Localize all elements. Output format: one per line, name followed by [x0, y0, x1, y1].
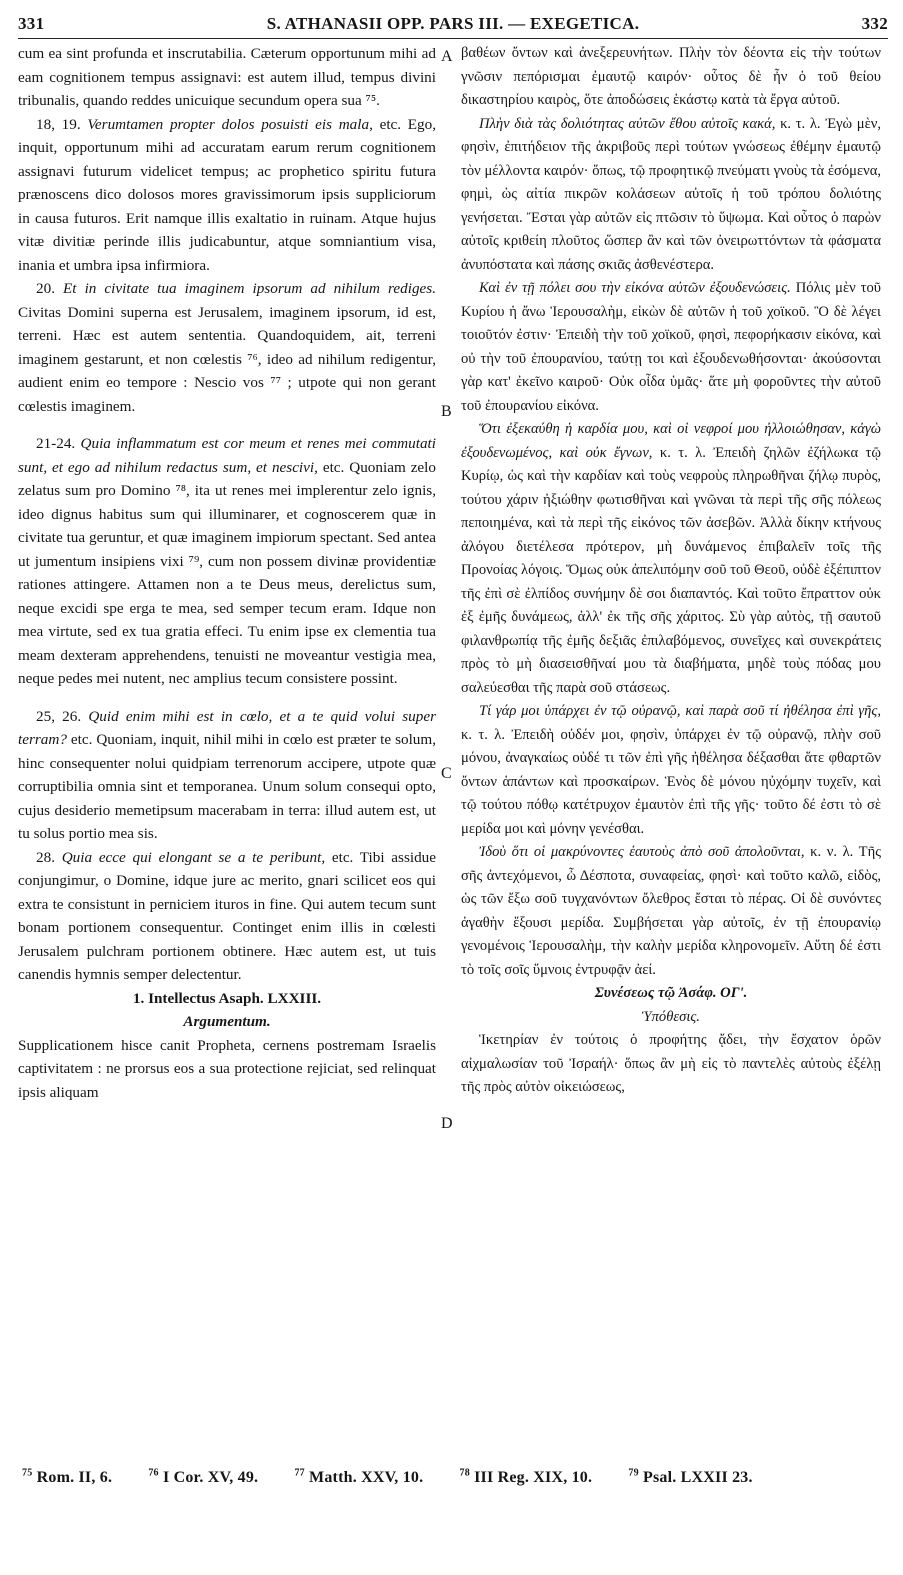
footnote-text: I Cor. XV, 49. — [162, 1469, 259, 1487]
argument-heading: Ὑπόθεσις. — [642, 1008, 700, 1025]
latin-paragraph — [18, 846, 436, 987]
verse-lemma: Verumtamen propter dolos posuisti eis mala, — [87, 115, 373, 133]
latin-paragraph: cum ea sint profunda et inscrutabilia. Cæterum opportunum mihi ad eam cognitionem tempus assignavi: est autem illud, tempus divini tribunalis, quando reddes unicuique secundum opera sua ⁷⁵. — [18, 45, 436, 109]
footnote-text: III Reg. XIX, 10. — [474, 1469, 593, 1487]
greek-paragraph — [461, 418, 881, 700]
greek-paragraph — [461, 700, 881, 841]
psalm-heading: 1. Intellectus Asaph. LXXIII. — [132, 989, 322, 1007]
verse-lemma: Ἰδοὺ ὅτι οἱ μακρύνοντες ἑαυτοὺς ἀπὸ σοῦ ἀπολοῦνται, — [479, 844, 805, 860]
footnote — [294, 1469, 439, 1486]
verse-number: 21-24. — [36, 435, 76, 452]
psalm-heading: Συνέσεως τῷ Ἀσάφ. ΟΓ'. — [594, 985, 748, 1001]
page-number-left: 331 — [18, 14, 45, 33]
verse-lemma: Et in civitate tua imaginem ipsorum ad nihilum rediges. — [63, 280, 437, 297]
latin-paragraph — [18, 432, 436, 691]
latin-column — [18, 42, 436, 1104]
verse-lemma: Καὶ ἐν τῇ πόλει σου τὴν εἰκόνα αὐτῶν ἐξουδενώσεις. — [479, 280, 791, 296]
column-marker-d: D — [441, 1115, 453, 1132]
footnote-number: 76 — [148, 1468, 159, 1479]
greek-paragraph — [461, 113, 881, 278]
footnote-number: 75 — [22, 1468, 33, 1479]
commentary-text: κ. τ. λ. Ἐπειδὴ ζηλῶν ἐζήλωκα τῷ Κυρίῳ, ὡς καὶ τὴν καρδίαν καὶ τοὺς νεφροὺς πληρωθῆναι ζήλῳ πυρὸς, τούτου χάριν ἠξιώθην φωτισθῆναι καὶ γνῶναι τὰ περὶ τῆς σῆς πόλεως πεποιημένα, καὶ τὰ περὶ τῆς εἰκόνος τῶν ἀσεβῶν. Ἀλλὰ δίκην κτήνους ἀλόγου διετέλεσα πρότερον, μὴ δυνάμενος ἐπιβαλεῖν τοῖς τῆς Προνοίας λόγοις. Ὅμως οὐκ ἀπελιπόμην σοῦ τοῦ Θεοῦ, οὐδὲ ἐξέπιπτον τῆς ἐπὶ σὲ ἐλπίδος συνήμην δὲ σοι διαπαντός. Καὶ τοῦτο ἔπραττον οὐκ ἐξ ἐμῆς δυνάμεως, ἀλλ' ἐκ τῆς σῆς χάριτος. Σὺ γὰρ αὐτὸς, τῇ σαυτοῦ φιλανθρωπίᾳ τῆς ἐμῆς δεξιᾶς ἐπιλαβόμενος, συνεῖχες καὶ συνεκράτεις πρὸς τὸ μὴ διασεισθῆναί μου τὰ διαβήματα, μηδὲ τοὺς πόδας μου σαλεύεσθαι τῆς παρὰ σοῦ στάσεως. — [461, 444, 881, 696]
latin-paragraph — [18, 705, 436, 846]
greek-paragraph: Ἱκετηρίαν ἐν τούτοις ὁ προφήτης ᾄδει, τὴν ἔσχατον ὁρῶν αἰχμαλωσίαν τοῦ Ἰσραήλ· ὅπως ἂν μὴ εἰς τὸ παντελὲς αὐτοὺς ἐξέλῃ τῆς πρὸς αὐτὸν οἰκειώσεως, — [461, 1032, 881, 1095]
verse-number: 28. — [36, 848, 55, 866]
commentary-text: κ. τ. λ. Ἐπειδὴ οὐδέν μοι, φησὶν, ὑπάρχει ἐν τῷ οὐρανῷ, πλὴν σοῦ μόνου, ἀναγκαίως οὐδέ τι τῶν ἐπὶ γῆς ἠθέλησα δέξασθαι ἅτε φθαρτῶν ὄντων ἁπάντων καὶ προσκαίρων. Ἑνὸς δὲ μόνου ηὐχόμην τυχεῖν, καὶ τῷ τούτου πόθῳ κατέτρυχον ἐμαυτὸν ἐπὶ τῆς γῆς· τοῦτο δέ ἐστι τὸ σὲ μερίδα μοι καὶ μόνην γενέσθαι. — [461, 726, 881, 837]
footnote-text: Matth. XXV, 10. — [309, 1469, 424, 1487]
commentary-text: etc. Quoniam zelo zelatus sum pro Domino ⁷⁸, ita ut renes mei implerentur zelo ignis, ideo dignus habitus sum qui illuminarer, et cognoscerem quæ in civitate tua geruntur, et quæ imaginem impiorum spectant. Sed antea ut jumentum insipiens vixi ⁷⁹, cum non possem divinæ providentiæ rationes attingere. Attamen non a te Deus meus, derelictus sum, neque excidi spe erga te mea, sed semper tecum eram. Idque non mea virtute, sed ex tua gratia effeci. Tu enim ipse ex clementia tua meam dexteram apprehendens, tenuisti ne moveantur vestigia mea, neque pedes mei nutent, nec amplius tecum consistere possint. — [18, 458, 436, 687]
footnote-number: 77 — [294, 1468, 305, 1479]
footnote — [22, 1469, 128, 1486]
latin-paragraph — [18, 113, 436, 278]
greek-paragraph — [461, 277, 881, 418]
commentary-text: etc. Ego, inquit, opportunum mihi ad accuratam earum rerum cognitionem assignavi futurum videlicet tempus; ac prophetico spiritu futura prænoscens dico dolosos mores gravissimorum ipsis suppliciorum in causa futuros. Erit namque illis exaltatio in ruinam. Atque hujus vitæ divitiæ perinde illis judicabuntur, atque somniantium visa, inania et umbra ipsa infirmiora. — [18, 115, 437, 274]
verse-lemma: Quid enim mihi est in cœlo, et a te quid volui super terram? — [18, 707, 437, 748]
running-header — [18, 14, 888, 39]
column-marker-a: A — [441, 48, 453, 65]
verse-lemma: Quia ecce qui elongant se a te peribunt, — [61, 848, 326, 866]
argument-heading: Argumentum. — [183, 1013, 271, 1030]
greek-paragraph: βαθέων ὄντων καὶ ἀνεξερευνήτων. Πλὴν τὸν δέοντα εἰς τὴν τούτων γνῶσιν πεπόρισμαι ἐμαυτῷ καιρόν· οὗτος δὲ ἦν ὁ τοῦ θείου δικαστηρίου καιρὸς, ὅτε ἀποδώσεις ἑκάστῳ κατὰ τὰ ἔργα αὐτοῦ. — [461, 45, 881, 108]
commentary-text: κ. τ. λ. Ἐγὼ μὲν, φησὶν, ἐπιτήδειον τῆς ἀκριβοῦς περὶ τούτων γνώσεως ἐθέμην ἐμαυτῷ τὸν μέλλοντα καιρόν· ὅπως, τῷ προφητικῷ πνεύματι γνοὺς τὰ ἐσόμενα, φημὶ, ὡς αἰτία πικρῶν κολάσεων αὐτοῖς ἡ τοῦ τρόπου δολιότης γενήσεται. Ἔσται γὰρ αὐτῶν εἰς πτῶσιν τὸ ὕψωμα. Καὶ οὗτος ὁ παρὼν αὐτοῖς κριθείη πλοῦτος ὥσπερ ἂν καὶ τῶν ὀνειρωττόντων τὰ φάσματα ἀνυπόστατα καὶ πάσης σκιᾶς ἀσθενέστερα. — [461, 115, 881, 273]
commentary-text: κ. ν. λ. Τῆς σῆς ἀντεχόμενοι, ὦ Δέσποτα, συναφείας, φησὶ· καὶ τοῦτο καλῶ, εἰδὸς, ὡς τῶν ἔξω σοῦ τυγχανόντων ὄλεθρος ἔσται τὸ πέρας. Οἱ δὲ συνόντες ἀγαθὴν ἕξουσι μερίδα. Συμβήσεται γὰρ αὐτοῖς, ἐν τῇ ἐπουρανίῳ γενομένοις Ἱερουσαλὴμ, τὴν καλὴν μερίδα κληρονομεῖν. Αὕτη δέ ἐστι τὸ τοῖς σοῖς ὕμνοις ἐντρυφᾷν ἀεί. — [461, 844, 882, 978]
verse-number: 25, 26. — [36, 707, 82, 725]
verse-number: 18, 19. — [36, 115, 81, 133]
verse-lemma: Ὅτι ἐξεκαύθη ἡ καρδία μου, καὶ οἱ νεφροί μου ἠλλοιώθησαν, κἀγὼ ἐξουδενωμένος, καὶ οὐκ ἔγνων, — [461, 421, 881, 461]
greek-paragraph — [461, 841, 881, 982]
verse-lemma: Πλὴν διὰ τὰς δολιότητας αὐτῶν ἔθου αὐτοῖς κακά, — [479, 115, 776, 132]
commentary-text: etc. Quoniam, inquit, nihil mihi in cœlo est præter te solum, hinc consequenter nolui quidpiam terrenorum accipere, utpote quæ corruptibilia omnia sint et temporanea. Unum solum consequi opto, cujus desiderio memetipsum macerabam in terra: illud autem est, ut tu solus portio mea sis. — [18, 731, 436, 842]
footnote-number: 79 — [628, 1468, 639, 1479]
running-title: S. ATHANASII OPP. PARS III. — EXEGETICA. — [266, 14, 640, 33]
verse-number: 20. — [36, 280, 55, 297]
footnote — [628, 1469, 768, 1486]
footnote — [148, 1469, 274, 1486]
column-marker-c: C — [441, 765, 452, 782]
footnotes — [22, 1468, 882, 1487]
commentary-text: Πόλις μὲν τοῦ Κυρίου ἡ ἄνω Ἱερουσαλὴμ, εἰκὼν δὲ αὐτῶν ἡ τοῦ χοϊκοῦ. Ὃ δὲ λέγει τοιοῦτόν ἐστιν· Ἐπειδὴ τὴν τοῦ χοϊκοῦ, φησὶ, πεφορήκασιν εἰκόνα, καὶ οὐ τὴν τοῦ ἐπουρανίου, ταύτῃ τοι καὶ ἐξουδενωθήσονται· ἀκούσονται γὰρ κατ' ἐκεῖνο καιροῦ· Οὐκ οἶδα ὑμᾶς· ἅτε μὴ φοροῦντες τὴν αὐτοῦ τοῦ ἐπουρανίου εἰκόνα. — [461, 280, 881, 414]
greek-column — [461, 42, 881, 1100]
column-marker-b: B — [441, 403, 452, 420]
page-number-right: 332 — [861, 14, 888, 33]
verse-lemma: Quia inflammatum est cor meum et renes mei commutati sunt, et ego ad nihilum redactus sum, et nescivi, — [18, 435, 436, 476]
latin-paragraph: Supplicationem hisce canit Propheta, cernens postremam Israelis captivitatem : ne prorsus eos a sua protectione rejiciat, sed relinquat ipsis aliquam — [18, 1036, 436, 1101]
commentary-text: Civitas Domini superna est Jerusalem, imaginem ipsorum, id est, terreni. Hæc est autem sententia. Quandoquidem, ait, terreni imaginem gestarunt, et non cœlestis ⁷⁶, ideo ad nihilum redigentur, audient enim eo tempore : Nescio vos ⁷⁷ ; utpote qui non gerant cœlestis imaginem. — [18, 303, 436, 415]
latin-paragraph — [18, 277, 436, 418]
footnote-text: Rom. II, 6. — [36, 1469, 113, 1487]
footnote-number: 78 — [459, 1468, 470, 1479]
footnote — [460, 1469, 609, 1486]
verse-lemma: Τί γάρ μοι ὑπάρχει ἐν τῷ οὐρανῷ, καὶ παρὰ σοῦ τί ἠθέλησα ἐπὶ γῆς, — [479, 703, 881, 719]
footnote-text: Psal. LXXII 23. — [643, 1469, 753, 1487]
commentary-text: etc. Tibi assidue conjungimur, o Domine, idque jure ac merito, gnari scilicet eos qui extra te consistunt in perniciem ituros in fine. Qui autem tecum sunt bonam portionem consequentur. Continget enim illis in cœlesti Jerusalem pulchram portionem obtinere. Hæc autem est, ut tuis canendis hymnis semper delectentur. — [18, 848, 437, 983]
